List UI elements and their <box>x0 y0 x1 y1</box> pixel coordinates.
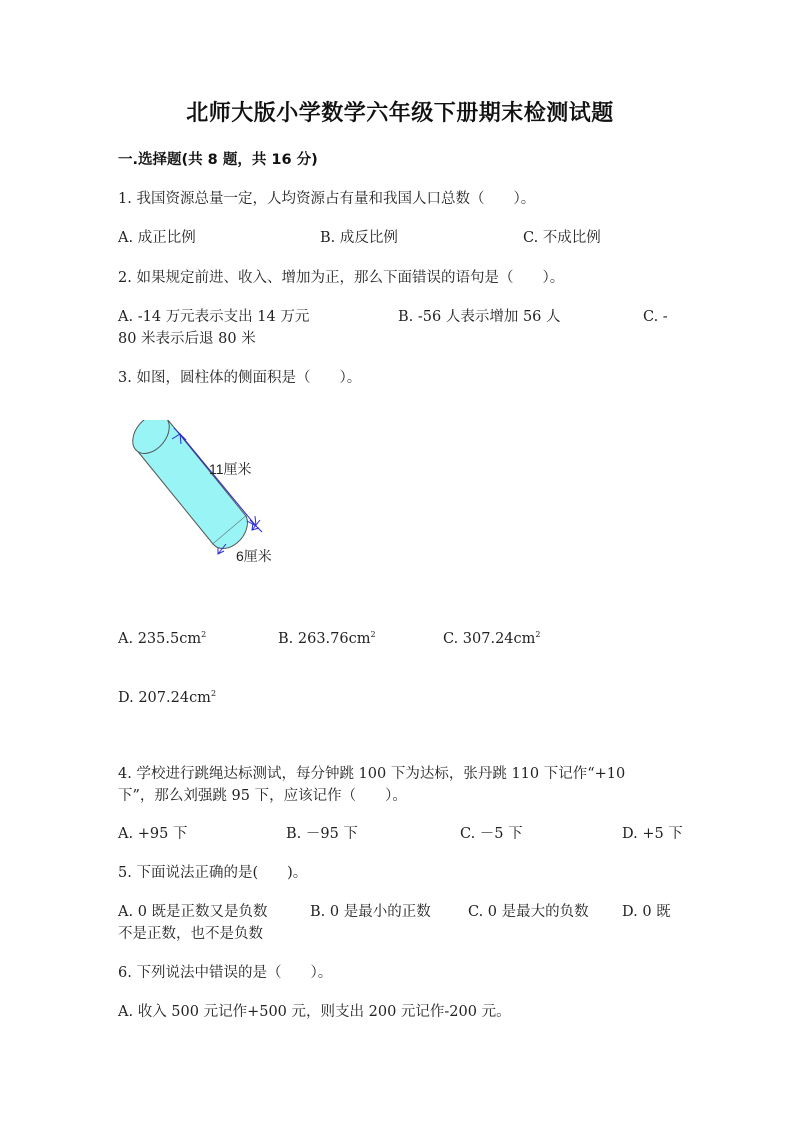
q2-option-b: B. -56 人表示增加 56 人 <box>398 309 561 325</box>
q5-option-d: D. 0 既 <box>622 904 671 920</box>
q3-option-c: C. $307.24cm^2$ <box>443 630 541 647</box>
length-label: 11厘米 <box>209 461 252 477</box>
q4-option-b: B. －95 下 <box>286 826 358 842</box>
q4-option-d: D. +5 下 <box>622 826 683 842</box>
q5-option-d-continued: 不是正数，也不是负数 <box>118 926 263 942</box>
q6-option-a: A. 收入 500 元记作+500 元，则支出 200 元记作-200 元。 <box>118 1004 511 1020</box>
question-4-stem-line1: 4. 学校进行跳绳达标测试，每分钟跳 100 下为达标，张丹跳 110 下记作“+10 <box>118 766 626 782</box>
q3-option-b: B. $263.76cm^2$ <box>278 630 376 647</box>
diameter-label: 6厘米 <box>236 548 272 564</box>
q1-option-a: A. 成正比例 <box>118 230 196 246</box>
unit-superscript: 2 <box>210 689 217 699</box>
page-title: 北师大版小学数学六年级下册期末检测试题 <box>186 101 614 126</box>
unit-superscript: 2 <box>201 630 207 640</box>
q2-option-a: A. -14 万元表示支出 14 万元 <box>118 309 310 325</box>
q4-option-c: C. －5 下 <box>460 826 523 842</box>
q4-option-a: A. +95 下 <box>118 826 188 842</box>
unit-superscript: 2 <box>535 630 541 640</box>
cylinder-figure <box>118 420 298 590</box>
section-heading: 一.选择题(共 8 题，共 16 分) <box>118 152 318 168</box>
q3-option-d: D. $207.24cm^2$ <box>118 689 217 706</box>
q1-option-c: C. 不成比例 <box>523 230 601 246</box>
q2-option-c-continued: 80 米表示后退 80 米 <box>118 331 256 347</box>
question-2-stem: 2. 如果规定前进、收入、增加为正，那么下面错误的语句是（ ）。 <box>118 270 565 286</box>
q3-option-a: A. $235.5cm^2$ <box>118 630 207 647</box>
q1-option-b: B. 成反比例 <box>320 230 398 246</box>
question-5-stem: 5. 下面说法正确的是( )。 <box>118 865 308 881</box>
question-4-stem-line2: 下”，那么刘强跳 95 下，应该记作（ ）。 <box>118 788 407 804</box>
q2-option-c: C. - <box>643 309 668 325</box>
q5-option-a: A. 0 既是正数又是负数 <box>118 904 268 920</box>
q5-option-b: B. 0 是最小的正数 <box>310 904 431 920</box>
unit-superscript: 2 <box>370 630 376 640</box>
question-1-stem: 1. 我国资源总量一定，人均资源占有量和我国人口总数（ ）。 <box>118 191 536 207</box>
question-3-stem: 3. 如图，圆柱体的侧面积是（ ）。 <box>118 370 362 386</box>
q5-option-c: C. 0 是最大的负数 <box>468 904 589 920</box>
question-6-stem: 6. 下列说法中错误的是（ ）。 <box>118 965 333 981</box>
